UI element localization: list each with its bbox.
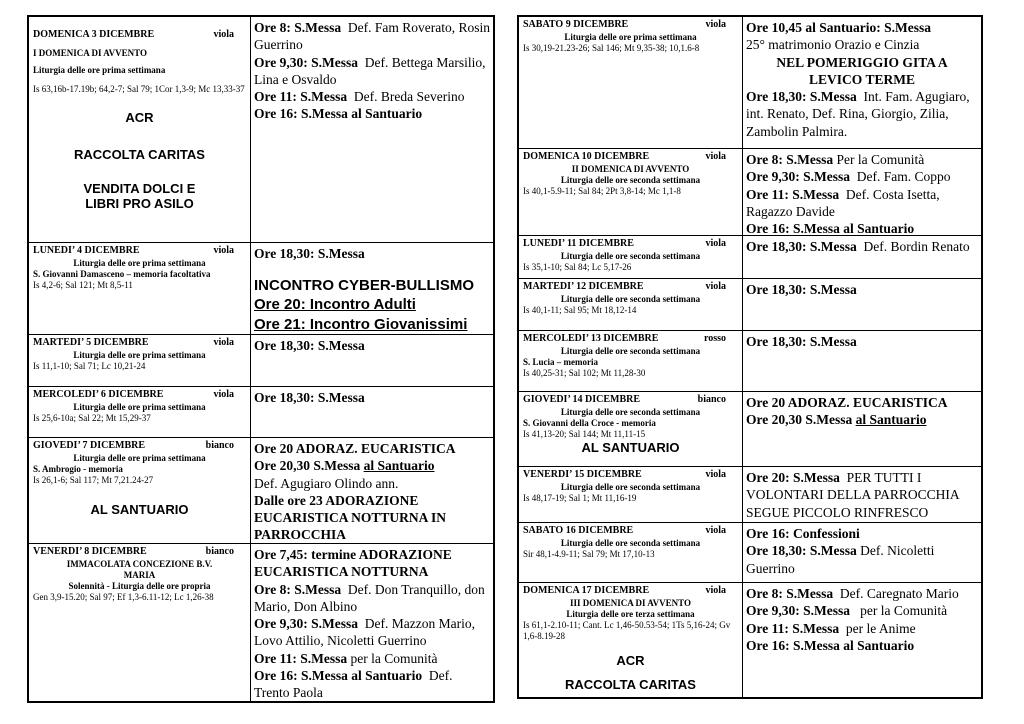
liturgy-week: Liturgia delle ore seconda settimana [560, 345, 701, 356]
day-row [29, 544, 493, 701]
liturgical-color: viola [705, 238, 726, 249]
mass-entry: Ore 18,30: S.Messa Def. Nicoletti Guerrino [746, 543, 935, 576]
scripture-readings: Is 4,2-6; Sal 121; Mt 8,5-11 [33, 280, 133, 290]
mass-intention: Def. Agugiaro Olindo ann. [254, 475, 399, 491]
liturgy-week: Liturgia delle ore prima settimana [33, 64, 166, 75]
mass-entry: Ore 11: S.Messa per le Anime [746, 620, 916, 636]
mass-entry: Ore 16: S.Messa al Santuario [254, 106, 423, 122]
liturgy-week: Solennità - Liturgia delle ore propria [68, 581, 211, 591]
memorial: S. Ambrogio - memoria [33, 463, 123, 474]
mass-entry: Ore 16: S.Messa al Santuario [746, 221, 915, 235]
day-row [519, 392, 981, 467]
scripture-readings: Gen 3,9-15.20; Sal 97; Ef 1,3-6.11-12; Lc 1,26-38 [33, 592, 214, 603]
liturgical-color: viola [705, 585, 726, 596]
mass-entry: Ore 16: S.Messa al Santuario Def. Trento Paola [254, 667, 453, 701]
mass-entry: Ore 8: S.Messa Def. Don Tranquillo, don Mario, Don Albino [254, 581, 485, 614]
santuario-mass: Ore 10,45 al Santuario: S.Messa [746, 20, 931, 35]
scripture-readings: Is 25,6-10a; Sal 22; Mt 15,29-37 [33, 412, 151, 423]
day-row [519, 279, 981, 331]
right-schedule-table [517, 15, 983, 699]
day-title: MERCOLEDI’ 13 DICEMBRE [523, 333, 659, 344]
liturgy-week: Liturgia delle ore prima settimana [73, 257, 206, 268]
day-title: MERCOLEDI’ 6 DICEMBRE [33, 389, 164, 400]
day-row [29, 387, 493, 438]
trip-notice: NEL POMERIGGIO GITA A LEVICO TERME [776, 54, 948, 87]
day-title: LUNEDI’ 11 DICEMBRE [523, 238, 634, 249]
scripture-readings: Is 40,1-5.9-11; Sal 84; 2Pt 3,8-14; Mc 1,1-8 [523, 186, 681, 196]
scripture-readings: Is 63,16b-17.19b; 64,2-7; Sal 79; 1Cor 1,3-9; Mc 13,33-37 [33, 84, 245, 94]
memorial: S. Lucia – memoria [523, 356, 598, 367]
note-caritas: RACCOLTA CARITAS [565, 676, 696, 692]
day-title: MARTEDI’ 12 DICEMBRE [523, 281, 644, 292]
day-title: DOMENICA 3 DICEMBRE [33, 29, 155, 40]
liturgical-color: rosso [703, 333, 726, 344]
liturgical-color: viola [705, 151, 726, 162]
mass-entry: Ore 16: S.Messa al Santuario [746, 637, 915, 653]
liturgical-color: bianco [205, 440, 234, 451]
event-adults: Ore 20: Incontro Adulti [254, 296, 416, 314]
liturgical-color: bianco [697, 394, 726, 405]
scripture-readings: Is 40,1-11; Sal 95; Mt 18,12-14 [523, 304, 637, 315]
mass-entry: Ore 8: S.Messa Per la Comunità [746, 152, 925, 167]
scripture-readings: Is 35,1-10; Sal 84; Lc 5,17-26 [523, 261, 632, 272]
day-title: MARTEDI’ 5 DICEMBRE [33, 337, 149, 348]
liturgy-week: Liturgia delle ore seconda settimana [560, 537, 701, 548]
day-row [519, 583, 981, 697]
night-adoration: Dalle ore 23 ADORAZIONE EUCARISTICA NOTTURNA IN PARROCCHIA [254, 492, 447, 543]
liturgy-week: Liturgia delle ore prima settimana [564, 31, 697, 42]
scripture-readings: Is 26,1-6; Sal 117; Mt 7,21.24-27 [33, 475, 154, 485]
mass-entry: Ore 20,30 S.Messa al Santuario [746, 412, 927, 428]
left-schedule-table [27, 15, 495, 703]
day-row [519, 467, 981, 523]
mass-entry: Ore 18,30: S.Messa [746, 282, 857, 297]
memorial: S. Giovanni della Croce - memoria [523, 417, 656, 428]
mass-entry: Ore 20: S.Messa PER TUTTI I VOLONTARI DELLA PARROCCHIA SEGUE PICCOLO RINFRESCO [746, 470, 959, 520]
memorial: S. Giovanni Damasceno – memoria facoltativa [33, 268, 211, 279]
mass-entry: Ore 18,30: S.Messa [254, 338, 365, 353]
day-row [519, 236, 981, 279]
mass-entry: Ore 9,30: S.Messa Def. Bettega Marsilio, Lina e Osvaldo [254, 54, 486, 87]
mass-entry: Ore 9,30: S.Messa per la Comunità [746, 603, 948, 619]
scripture-readings: Is 48,17-19; Sal 1; Mt 11,16-19 [523, 492, 637, 503]
mass-entry: Ore 18,30: S.Messa [254, 390, 365, 405]
mass-entry: Ore 8: S.Messa Def. Caregnato Mario [746, 586, 959, 601]
day-title: SABATO 9 DICEMBRE [523, 19, 629, 30]
sunday-name: I DOMENICA DI AVVENTO [33, 47, 147, 58]
mass-entry: Ore 18,30: S.Messa [746, 334, 857, 349]
anniversary: 25° matrimonio Orazio e Cinzia [746, 37, 920, 53]
liturgy-week: Liturgia delle ore seconda settimana [560, 250, 701, 261]
day-row [29, 243, 493, 335]
day-row [519, 149, 981, 236]
scripture-readings: Is 61,1-2.10-11; Cant. Lc 1,46-50.53-54; 1Ts 5,16-24; Gv 1,6-8.19-28 [523, 620, 731, 642]
mass-entry: Ore 18,30: S.Messa [254, 246, 365, 261]
mass-entry: Ore 18,30: S.Messa Def. Bordin Renato [746, 239, 970, 254]
mass-entry: Ore 11: S.Messa per la Comunità [254, 650, 438, 666]
note-sale: VENDITA DOLCI E LIBRI PRO ASILO [83, 180, 196, 212]
day-row [29, 335, 493, 387]
event-youth: Ore 21: Incontro Giovanissimi [254, 315, 468, 333]
liturgical-color: viola [705, 469, 726, 480]
scripture-readings: Is 30,19-21.23-26; Sal 146; Mt 9,35-38; 10,1.6-8 [523, 42, 700, 53]
liturgy-week: Liturgia delle ore prima settimana [73, 401, 206, 412]
mass-entry: Ore 18,30: S.Messa Int. Fam. Agugiaro, int. Renato, Def. Rina, Giorgio, Zilia, Zambolin Palmira. [746, 89, 970, 139]
note-santuario: AL SANTUARIO [581, 440, 680, 456]
day-title: SABATO 16 DICEMBRE [523, 525, 634, 536]
feast-name: IMMACOLATA CONCEZIONE B.V. MARIA [66, 558, 213, 580]
liturgical-color: viola [705, 281, 726, 292]
day-title: DOMENICA 10 DICEMBRE [523, 151, 650, 162]
liturgical-color: viola [213, 245, 234, 256]
day-row [29, 17, 493, 243]
day-row [29, 438, 493, 544]
liturgical-color: viola [705, 525, 726, 536]
sunday-name: III DOMENICA DI AVVENTO [570, 597, 691, 608]
day-row [519, 17, 981, 149]
mass-entry: Ore 9,30: S.Messa Def. Mazzon Mario, Lovo Attilio, Nicoletti Guerrino [254, 616, 475, 649]
scripture-readings: Is 40,25-31; Sal 102; Mt 11,28-30 [523, 368, 646, 378]
liturgical-color: viola [213, 29, 234, 40]
scripture-readings: Is 11,1-10; Sal 71; Lc 10,21-24 [33, 360, 146, 371]
liturgy-week: Liturgia delle ore seconda settimana [560, 481, 701, 492]
liturgy-week: Liturgia delle ore prima settimana [73, 452, 206, 463]
adoration-entry: Ore 20 ADORAZ. EUCARISTICA [746, 395, 948, 410]
mass-entry: Ore 11: S.Messa Def. Costa Isetta, Ragazzo Davide [746, 186, 940, 219]
liturgy-week: Liturgia delle ore seconda settimana [560, 293, 701, 304]
liturgy-week: Liturgia delle ore prima settimana [73, 349, 206, 360]
day-title: GIOVEDI’ 14 DICEMBRE [523, 394, 641, 405]
day-title: DOMENICA 17 DICEMBRE [523, 585, 650, 596]
day-row [519, 331, 981, 392]
adoration-end: Ore 7,45: termine ADORAZIONE EUCARISTICA NOTTURNA [254, 547, 452, 580]
mass-entry: Ore 9,30: S.Messa Def. Fam. Coppo [746, 169, 951, 185]
liturgical-color: viola [213, 337, 234, 348]
liturgy-week: Liturgia delle ore terza settimana [566, 608, 695, 619]
adoration-entry: Ore 20 ADORAZ. EUCARISTICA [254, 441, 456, 456]
sunday-name: II DOMENICA DI AVVENTO [571, 163, 690, 174]
confessions: Ore 16: Confessioni [746, 526, 860, 541]
liturgy-week: Liturgia delle ore seconda settimana [560, 406, 701, 417]
liturgy-week: Liturgia delle ore seconda settimana [560, 174, 701, 185]
mass-entry: Ore 11: S.Messa Def. Breda Severino [254, 89, 465, 105]
day-title: VENERDI’ 15 DICEMBRE [523, 469, 642, 480]
liturgical-color: viola [213, 389, 234, 400]
note-acr: ACR [616, 652, 645, 668]
mass-entry: Ore 8: S.Messa Def. Fam Roverato, Rosin Guerrino [254, 20, 490, 53]
day-row [519, 523, 981, 583]
event-title: INCONTRO CYBER-BULLISMO [254, 277, 474, 295]
note-caritas: RACCOLTA CARITAS [74, 146, 205, 162]
scripture-readings: Is 41,13-20; Sal 144; Mt 11,11-15 [523, 429, 646, 439]
liturgical-color: viola [705, 19, 726, 30]
mass-entry: Ore 20,30 S.Messa al Santuario [254, 458, 435, 474]
note-santuario: AL SANTUARIO [90, 502, 189, 518]
day-title: GIOVEDI’ 7 DICEMBRE [33, 440, 146, 451]
liturgical-color: bianco [205, 546, 234, 557]
day-title: LUNEDI’ 4 DICEMBRE [33, 245, 140, 256]
scripture-readings: Sir 48,1-4.9-11; Sal 79; Mt 17,10-13 [523, 548, 655, 559]
day-title: VENERDI’ 8 DICEMBRE [33, 546, 147, 557]
note-acr: ACR [125, 110, 154, 126]
